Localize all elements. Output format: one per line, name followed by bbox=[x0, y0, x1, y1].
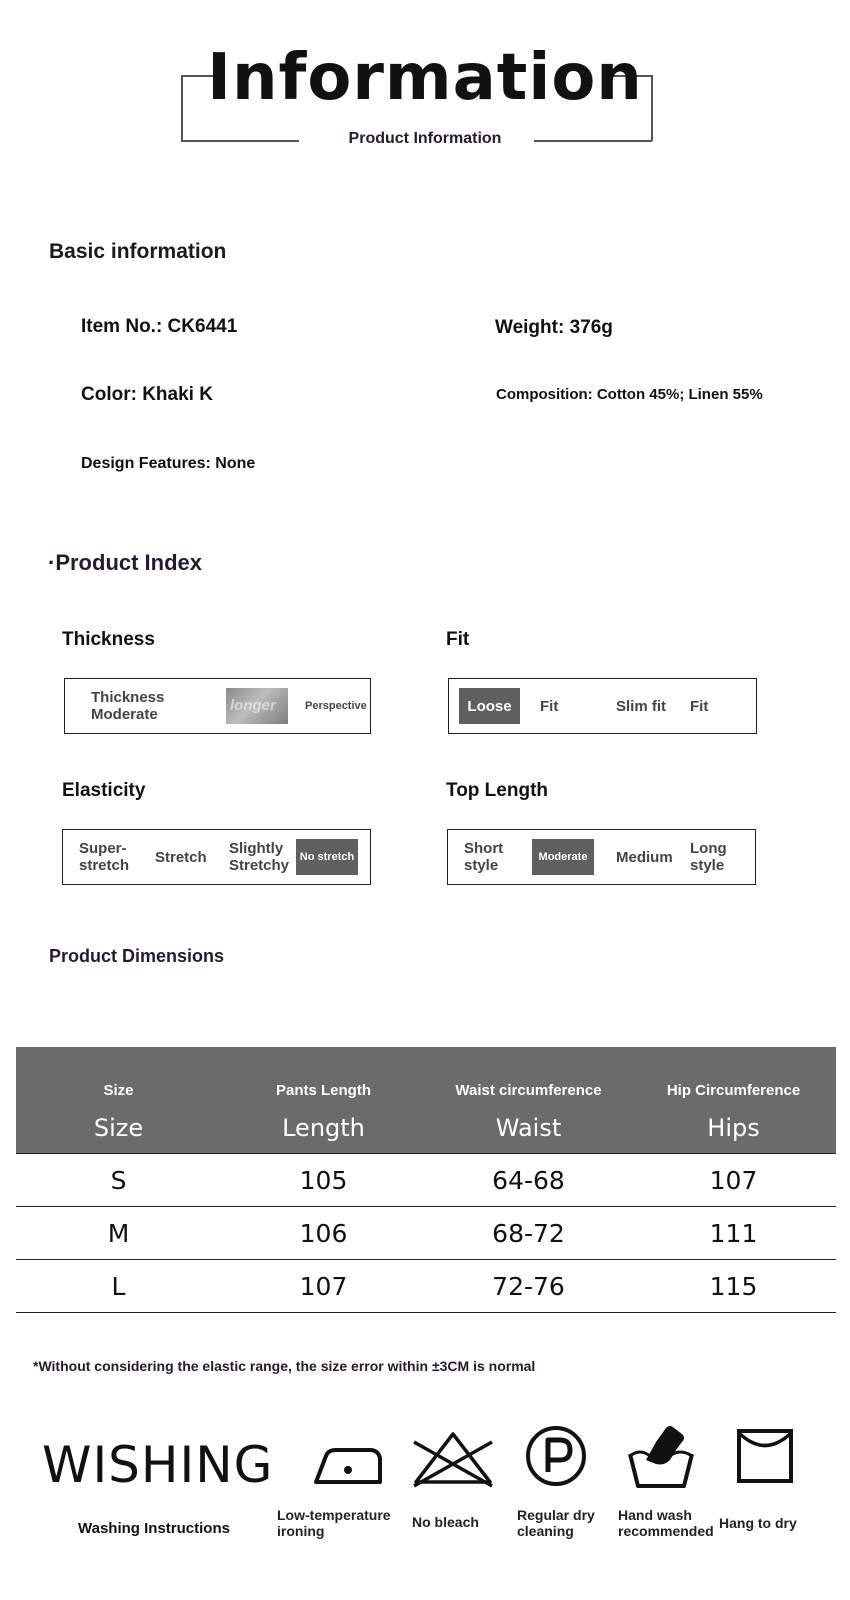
table-cell: 107 bbox=[221, 1260, 426, 1313]
table-cell: 68-72 bbox=[426, 1207, 631, 1260]
fit-scale bbox=[448, 678, 757, 734]
size-table bbox=[16, 1047, 836, 1313]
iron-icon bbox=[312, 1440, 384, 1488]
header-cell: Waist circumference bbox=[426, 1047, 631, 1103]
top-length-option-moderate-selected: Moderate bbox=[532, 839, 594, 875]
table-cell: 106 bbox=[221, 1207, 426, 1260]
table-cell: 64-68 bbox=[426, 1154, 631, 1207]
header-cell: Hips bbox=[631, 1103, 836, 1154]
header-cell: Size bbox=[16, 1103, 221, 1154]
product-index-heading: ·Product Index bbox=[48, 550, 203, 575]
header-frame-line bbox=[534, 140, 652, 142]
header-frame-line bbox=[181, 140, 299, 142]
elasticity-option-stretch: Stretch bbox=[155, 848, 207, 866]
table-cell: 107 bbox=[631, 1154, 836, 1207]
color: Color: Khaki K bbox=[81, 384, 213, 405]
page-subtitle: Product Information bbox=[348, 130, 502, 147]
top-length-label: Top Length bbox=[446, 780, 549, 801]
elasticity-option-no-stretch-selected: No stretch bbox=[296, 839, 358, 875]
page-title: Information bbox=[207, 41, 643, 115]
header-cell: Pants Length bbox=[221, 1047, 426, 1103]
no-bleach-icon bbox=[410, 1430, 496, 1488]
header-cell: Size bbox=[16, 1047, 221, 1103]
washing-subtitle: Washing Instructions bbox=[78, 1520, 230, 1537]
fit-option-fit-2: Fit bbox=[690, 697, 709, 715]
fabric-thumbnail: longer bbox=[226, 688, 288, 724]
weight: Weight: 376g bbox=[495, 317, 613, 338]
top-length-scale bbox=[447, 829, 756, 885]
table-row bbox=[16, 1207, 836, 1260]
care-label-no-bleach: No bleach bbox=[412, 1514, 479, 1530]
table-header-row bbox=[16, 1047, 836, 1103]
table-row bbox=[16, 1260, 836, 1313]
hang-dry-icon bbox=[736, 1428, 794, 1484]
elasticity-scale bbox=[62, 829, 371, 885]
design-features: Design Features: None bbox=[81, 455, 256, 472]
elasticity-option-slightly-stretchy: Slightly Stretchy bbox=[229, 840, 290, 874]
top-length-option-medium: Medium bbox=[616, 848, 673, 866]
table-cell: 111 bbox=[631, 1207, 836, 1260]
header-cell: Hip Circumference bbox=[631, 1047, 836, 1103]
table-row bbox=[16, 1154, 836, 1207]
care-label-dry-clean: Regular dry cleaning bbox=[517, 1507, 595, 1539]
item-number: Item No.: CK6441 bbox=[81, 316, 238, 337]
table-cell: S bbox=[16, 1154, 221, 1207]
fit-option-fit: Fit bbox=[540, 697, 559, 715]
hand-wash-icon bbox=[626, 1420, 696, 1490]
dry-clean-p-icon bbox=[524, 1424, 588, 1488]
dimensions-heading: Product Dimensions bbox=[49, 946, 225, 966]
thickness-option-moderate: Thickness Moderate bbox=[91, 689, 165, 723]
size-note: *Without considering the elastic range, the size error within ±3CM is normal bbox=[33, 1358, 536, 1374]
care-label-iron: Low-temperature ironing bbox=[277, 1507, 391, 1539]
composition: Composition: Cotton 45%; Linen 55% bbox=[496, 386, 763, 403]
fit-option-loose-selected: Loose bbox=[459, 688, 520, 724]
thickness-label: Thickness bbox=[62, 629, 155, 650]
elasticity-label: Elasticity bbox=[62, 780, 146, 801]
care-label-hand-wash: Hand wash recommended bbox=[618, 1507, 714, 1539]
table-header-row bbox=[16, 1103, 836, 1154]
top-length-option-long: Long style bbox=[690, 840, 727, 874]
care-label-hang-dry: Hang to dry bbox=[719, 1515, 797, 1531]
thickness-scale bbox=[64, 678, 371, 734]
table-cell: 72-76 bbox=[426, 1260, 631, 1313]
table-cell: M bbox=[16, 1207, 221, 1260]
table-cell: L bbox=[16, 1260, 221, 1313]
top-length-option-short: Short style bbox=[464, 840, 504, 874]
fit-option-slim-fit: Slim fit bbox=[616, 697, 667, 715]
header-cell: Waist bbox=[426, 1103, 631, 1154]
basic-info-heading: Basic information bbox=[49, 240, 227, 263]
table-cell: 105 bbox=[221, 1154, 426, 1207]
thickness-option-perspective: Perspective bbox=[305, 699, 367, 712]
table-cell: 115 bbox=[631, 1260, 836, 1313]
elasticity-option-super-stretch: Super-stretch bbox=[79, 840, 130, 874]
header-cell: Length bbox=[221, 1103, 426, 1154]
fit-label: Fit bbox=[446, 629, 470, 650]
washing-title: WISHING bbox=[42, 1436, 274, 1494]
